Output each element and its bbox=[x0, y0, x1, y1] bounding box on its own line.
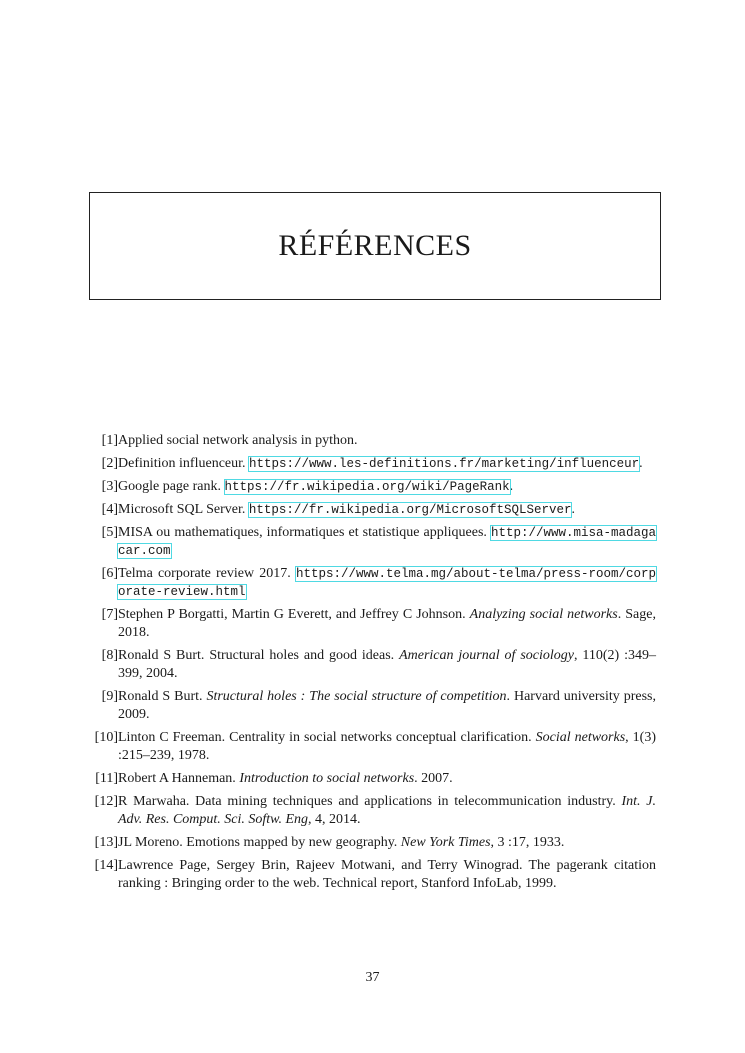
page-title: RÉFÉRENCES bbox=[278, 229, 472, 262]
reference-item bbox=[88, 606, 656, 642]
reference-italic: Analyzing social networks bbox=[469, 607, 618, 622]
reference-text bbox=[118, 478, 656, 496]
reference-number: [4] bbox=[101, 502, 118, 517]
reference-item bbox=[88, 524, 656, 560]
reference-post: . 2007. bbox=[414, 771, 453, 786]
reference-text bbox=[118, 857, 656, 893]
reference-item bbox=[88, 565, 656, 601]
reference-item bbox=[88, 432, 656, 450]
reference-number: [7] bbox=[101, 607, 118, 622]
reference-pre: Robert A Hanneman. bbox=[118, 771, 240, 786]
reference-text bbox=[118, 524, 656, 560]
reference-item bbox=[88, 729, 656, 765]
reference-item bbox=[88, 478, 656, 496]
reference-post: . Harvard university press, 2009. bbox=[118, 689, 656, 722]
reference-text bbox=[118, 432, 656, 450]
references-title-box bbox=[89, 192, 661, 300]
reference-pre: Stephen P Borgatti, Martin G Everett, and Jeffrey C Johnson. bbox=[118, 607, 470, 622]
reference-italic: Introduction to social networks bbox=[239, 771, 415, 786]
reference-link[interactable]: https://www.les-definitions.fr/marketing/influenceur bbox=[249, 457, 640, 471]
reference-text bbox=[118, 793, 656, 829]
reference-item bbox=[88, 770, 656, 788]
reference-pre: Linton C Freeman. Centrality in social networks conceptual clarification. bbox=[118, 730, 536, 745]
reference-post: , 1(3) :215–239, 1978. bbox=[118, 730, 656, 763]
reference-post: , 4, 2014. bbox=[308, 812, 361, 827]
reference-item bbox=[88, 834, 656, 852]
reference-number: [8] bbox=[101, 648, 118, 663]
reference-number: [10] bbox=[94, 730, 118, 745]
reference-number: [12] bbox=[94, 794, 118, 809]
reference-text bbox=[118, 688, 656, 724]
reference-pre: R Marwaha. Data mining techniques and applications in telecommunication industry. bbox=[118, 794, 622, 809]
reference-text bbox=[118, 501, 656, 519]
reference-post: , 110(2) :349–399, 2004. bbox=[118, 648, 656, 681]
reference-number: [9] bbox=[101, 689, 118, 704]
reference-link[interactable]: https://fr.wikipedia.org/wiki/PageRank bbox=[224, 480, 510, 494]
reference-post: . Sage, 2018. bbox=[118, 607, 656, 640]
reference-item bbox=[88, 793, 656, 829]
reference-number: [1] bbox=[101, 433, 118, 448]
reference-tail: . bbox=[509, 479, 514, 494]
reference-number: [6] bbox=[101, 566, 118, 581]
reference-link[interactable]: https://fr.wikipedia.org/MicrosoftSQLServer bbox=[248, 503, 572, 517]
reference-text bbox=[118, 770, 656, 788]
reference-text bbox=[118, 647, 656, 683]
reference-pre: Applied social network analysis in python. bbox=[118, 433, 358, 448]
reference-list bbox=[88, 432, 656, 898]
reference-item bbox=[88, 647, 656, 683]
reference-text bbox=[118, 834, 656, 852]
reference-pre: Lawrence Page, Sergey Brin, Rajeev Motwani, and Terry Winograd. The pagerank citation ranking : Bringing order to the web. Technical report, Stanford InfoLab, 1999. bbox=[118, 858, 656, 891]
reference-link[interactable]: http://www.misa-madagacar.com bbox=[118, 526, 656, 558]
reference-tail: . bbox=[571, 502, 575, 517]
reference-pre: Telma corporate review 2017. bbox=[118, 566, 296, 581]
reference-tail: . bbox=[639, 456, 643, 471]
reference-item bbox=[88, 857, 656, 893]
reference-pre: Ronald S Burt. bbox=[118, 689, 207, 704]
reference-link[interactable]: https://www.telma.mg/about-telma/press-room/corporate-review.html bbox=[118, 567, 656, 599]
reference-item bbox=[88, 501, 656, 519]
reference-post: , 3 :17, 1933. bbox=[490, 835, 565, 850]
reference-text bbox=[118, 606, 656, 642]
reference-pre: Definition influenceur. bbox=[118, 456, 250, 471]
reference-pre: JL Moreno. Emotions mapped by new geography. bbox=[118, 835, 401, 850]
reference-pre: MISA ou mathematiques, informatiques et statistique appliquees. bbox=[118, 525, 491, 540]
reference-text bbox=[118, 565, 656, 601]
reference-text bbox=[118, 455, 656, 473]
reference-number: [5] bbox=[101, 525, 118, 540]
reference-number: [14] bbox=[94, 858, 118, 873]
reference-pre: Google page rank. bbox=[118, 479, 225, 494]
reference-item bbox=[88, 688, 656, 724]
reference-pre: Ronald S Burt. Structural holes and good ideas. bbox=[118, 648, 400, 663]
reference-number: [13] bbox=[94, 835, 118, 850]
reference-italic: Int. J. Adv. Res. Comput. Sci. Softw. Eng bbox=[118, 794, 656, 827]
reference-number: [2] bbox=[101, 456, 118, 471]
page-number: 37 bbox=[365, 970, 380, 985]
reference-italic: Structural holes : The social structure of competition bbox=[206, 689, 507, 704]
reference-text bbox=[118, 729, 656, 765]
reference-italic: New York Times bbox=[400, 835, 491, 850]
reference-pre: Microsoft SQL Server. bbox=[118, 502, 249, 517]
reference-italic: American journal of sociology bbox=[399, 648, 574, 663]
reference-number: [11] bbox=[95, 771, 118, 786]
reference-item bbox=[88, 455, 656, 473]
reference-number: [3] bbox=[101, 479, 118, 494]
reference-italic: Social networks bbox=[535, 730, 626, 745]
